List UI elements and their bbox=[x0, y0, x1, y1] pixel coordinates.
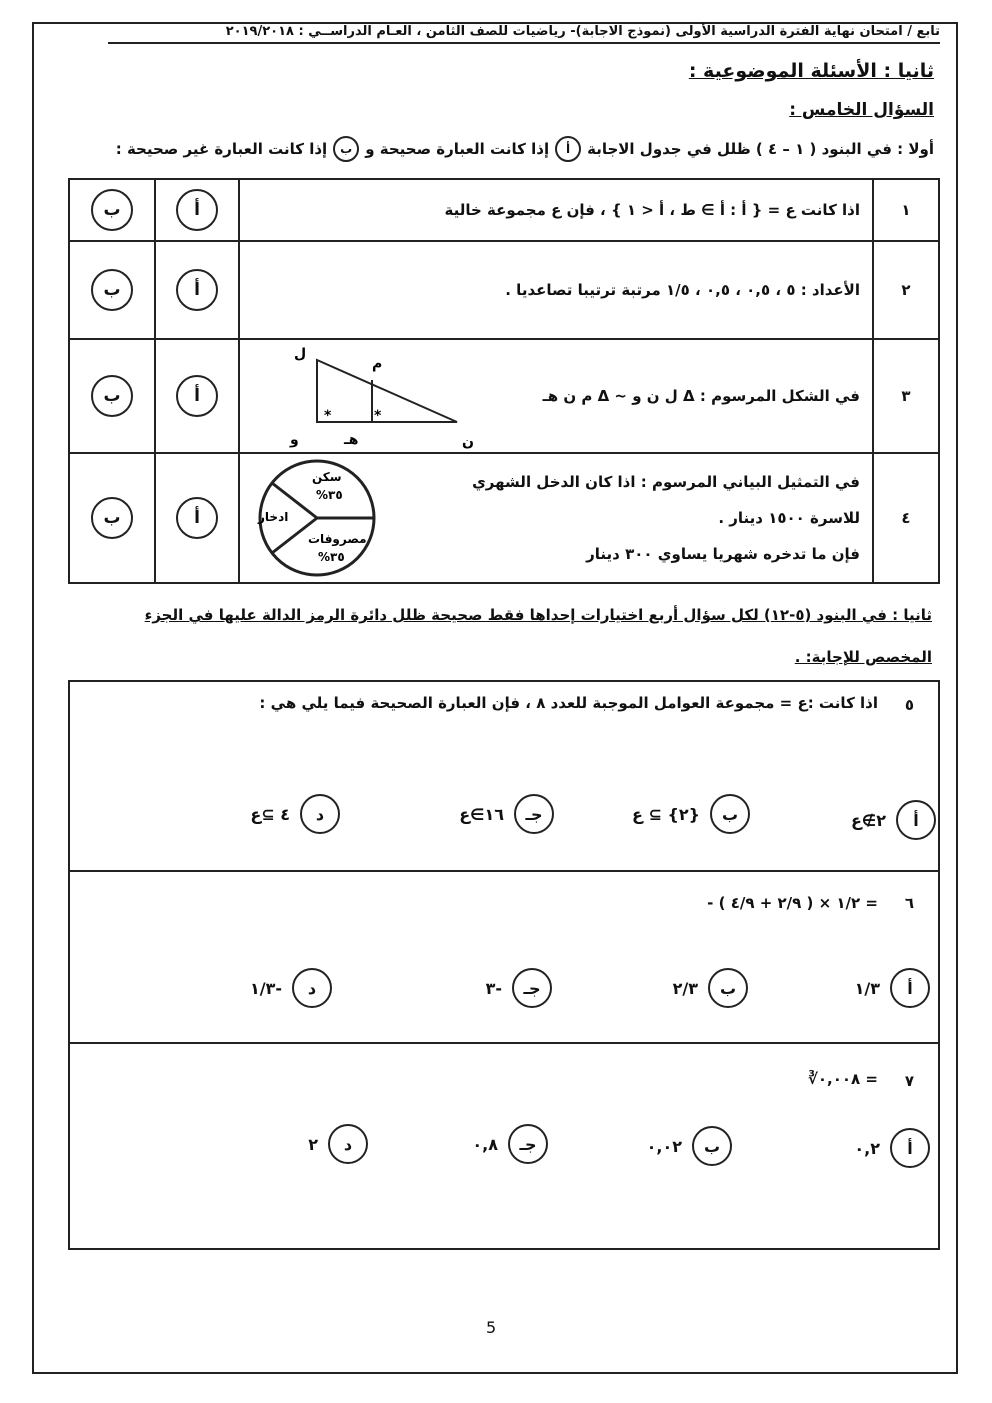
option-c[interactable] bbox=[472, 1124, 548, 1164]
option-c-value: -٣ bbox=[485, 978, 502, 998]
option-a-circle[interactable]: أ bbox=[896, 800, 936, 840]
pie-pct-housing: %٣٥ bbox=[316, 488, 343, 502]
item-number: ٤ bbox=[873, 453, 939, 583]
instruction-part-b: إذا كانت العبارة صحيحة و bbox=[365, 140, 550, 158]
part2-instruction-2: المخصص للإجابة: . bbox=[794, 648, 932, 666]
option-c[interactable] bbox=[486, 968, 552, 1008]
option-b-value: {٢} ⊇ ع bbox=[631, 804, 700, 824]
label-h: هـ bbox=[344, 432, 359, 448]
option-b[interactable] bbox=[673, 968, 748, 1008]
option-b[interactable] bbox=[632, 794, 750, 834]
answer-a-circle[interactable]: أ bbox=[176, 189, 218, 231]
option-c-value: ١٦∋ع bbox=[459, 804, 504, 824]
right-angle-star: * bbox=[374, 408, 382, 424]
part2-instruction-1: ثانيا : في البنود (٥-١٢) لكل سؤال أربع اختيارات إحداها فقط صحيحة ظلل دائرة الرمز الدالة عليها في الجزء bbox=[144, 606, 932, 624]
pie-label-savings: ادخار bbox=[258, 510, 289, 524]
option-a-value: ١/٣ bbox=[854, 978, 880, 998]
tf-row bbox=[69, 339, 939, 453]
option-d-circle[interactable]: د bbox=[300, 794, 340, 834]
answer-a-circle[interactable]: أ bbox=[176, 497, 218, 539]
instruction-part-a: أولا : في البنود ( ١ – ٤ ) ظلل في جدول الاجابة bbox=[587, 140, 934, 158]
choice-a-sample: أ bbox=[555, 136, 581, 162]
option-a-circle[interactable]: أ bbox=[890, 1128, 930, 1168]
statement-1: اذا كانت ع = { أ : أ ∋ ط ، أ < ١ } ، فإن ع مجموعة خالية bbox=[239, 179, 873, 241]
option-c-circle[interactable]: جـ bbox=[508, 1124, 548, 1164]
page-number: 5 bbox=[486, 1318, 497, 1337]
question-6 bbox=[70, 872, 938, 1044]
question-number: ٧ bbox=[904, 1072, 914, 1090]
question-number: ٥ bbox=[904, 696, 914, 714]
question-text: اذا كانت :ع = مجموعة العوامل الموجبة للعدد ٨ ، فإن العبارة الصحيحة فيما يلي هي : bbox=[259, 694, 878, 712]
option-b-circle[interactable]: ب bbox=[708, 968, 748, 1008]
pie-pct-expenses: %٣٥ bbox=[318, 550, 345, 564]
option-d-value: ٤ ⊇ع bbox=[250, 804, 290, 824]
option-a[interactable] bbox=[855, 968, 930, 1008]
statement-4-line2: للاسرة ١٥٠٠ دينار . bbox=[718, 509, 860, 527]
answer-b-circle[interactable]: ب bbox=[91, 269, 133, 311]
option-d[interactable] bbox=[308, 1124, 368, 1164]
option-b-value: ٠,٠٢ bbox=[646, 1136, 682, 1156]
tf-row bbox=[69, 241, 939, 339]
part1-instruction bbox=[116, 136, 934, 162]
option-d-circle[interactable]: د bbox=[292, 968, 332, 1008]
pie-label-housing: سكن bbox=[312, 470, 342, 484]
tf-row bbox=[69, 453, 939, 583]
answer-b-circle[interactable]: ب bbox=[91, 497, 133, 539]
option-c-circle[interactable]: جـ bbox=[512, 968, 552, 1008]
choice-b-sample: ب bbox=[333, 136, 359, 162]
statement-2: الأعداد : ٥ ، ٠,٥ ، ٠,٥ ، ١/٥ مرتبة ترتيبا تصاعديا . bbox=[239, 241, 873, 339]
true-false-table bbox=[68, 178, 940, 584]
question-number: ٦ bbox=[904, 894, 914, 912]
answer-a-circle[interactable]: أ bbox=[176, 269, 218, 311]
question-7 bbox=[70, 1044, 938, 1248]
option-a[interactable] bbox=[851, 800, 936, 840]
option-b-circle[interactable]: ب bbox=[710, 794, 750, 834]
statement-4 bbox=[472, 464, 860, 572]
option-d-value: ٢ bbox=[308, 1134, 318, 1154]
mcq-box bbox=[68, 680, 940, 1250]
option-c-value: ٠,٨ bbox=[472, 1134, 498, 1154]
option-b[interactable] bbox=[647, 1126, 732, 1166]
triangle-figure bbox=[252, 340, 482, 452]
statement-4-cell bbox=[239, 453, 873, 583]
triangle-lnw bbox=[317, 360, 457, 422]
question-5 bbox=[70, 682, 938, 872]
option-d[interactable] bbox=[250, 794, 340, 834]
section-title: ثانيا : الأسئلة الموضوعية : bbox=[688, 60, 934, 82]
statement-3: في الشكل المرسوم : Δ ل ن و ~ Δ م ن هـ bbox=[542, 387, 860, 405]
right-angle-star: * bbox=[324, 408, 332, 424]
answer-b-circle[interactable]: ب bbox=[91, 189, 133, 231]
statement-4-line3: فإن ما تدخره شهريا يساوي ٣٠٠ دينار bbox=[586, 545, 860, 563]
label-m: م bbox=[372, 356, 383, 372]
question-title: السؤال الخامس : bbox=[789, 100, 934, 120]
option-d-circle[interactable]: د bbox=[328, 1124, 368, 1164]
tf-row bbox=[69, 179, 939, 241]
page-header: تابع / امتحان نهاية الفترة الدراسية الأولى (نموذج الاجابة)- رياضيات للصف الثامن ، العـام الدراســي : ٢٠١٩/٢٠١٨ bbox=[108, 22, 940, 44]
option-b-value: ٢/٣ bbox=[672, 978, 698, 998]
item-number: ٢ bbox=[873, 241, 939, 339]
option-b-circle[interactable]: ب bbox=[692, 1126, 732, 1166]
pie-label-expenses: مصروفات bbox=[308, 532, 367, 546]
pie-chart bbox=[252, 459, 382, 577]
answer-b-circle[interactable]: ب bbox=[91, 375, 133, 417]
answer-a-circle[interactable]: أ bbox=[176, 375, 218, 417]
instruction-part-c: إذا كانت العبارة غير صحيحة : bbox=[115, 140, 328, 158]
statement-3-cell bbox=[239, 339, 873, 453]
question-text: - ١/٢ × ( ٢/٩ + ٤/٩ ) = bbox=[707, 894, 878, 912]
item-number: ٣ bbox=[873, 339, 939, 453]
item-number: ١ bbox=[873, 179, 939, 241]
option-d-value: -١/٣ bbox=[249, 978, 282, 998]
option-a-circle[interactable]: أ bbox=[890, 968, 930, 1008]
option-c[interactable] bbox=[459, 794, 554, 834]
option-a[interactable] bbox=[854, 1128, 930, 1168]
label-l: ل bbox=[294, 346, 307, 362]
label-n: ن bbox=[462, 434, 474, 450]
option-a-value: ٢∌ع bbox=[850, 810, 886, 830]
label-w: و bbox=[290, 432, 299, 448]
option-d[interactable] bbox=[250, 968, 332, 1008]
option-c-circle[interactable]: جـ bbox=[514, 794, 554, 834]
question-text: ∛٠,٠٠٨ = bbox=[807, 1070, 878, 1088]
statement-4-line1: في التمثيل البياني المرسوم : اذا كان الدخل الشهري bbox=[472, 473, 860, 491]
option-a-value: ٠,٢ bbox=[854, 1138, 880, 1158]
